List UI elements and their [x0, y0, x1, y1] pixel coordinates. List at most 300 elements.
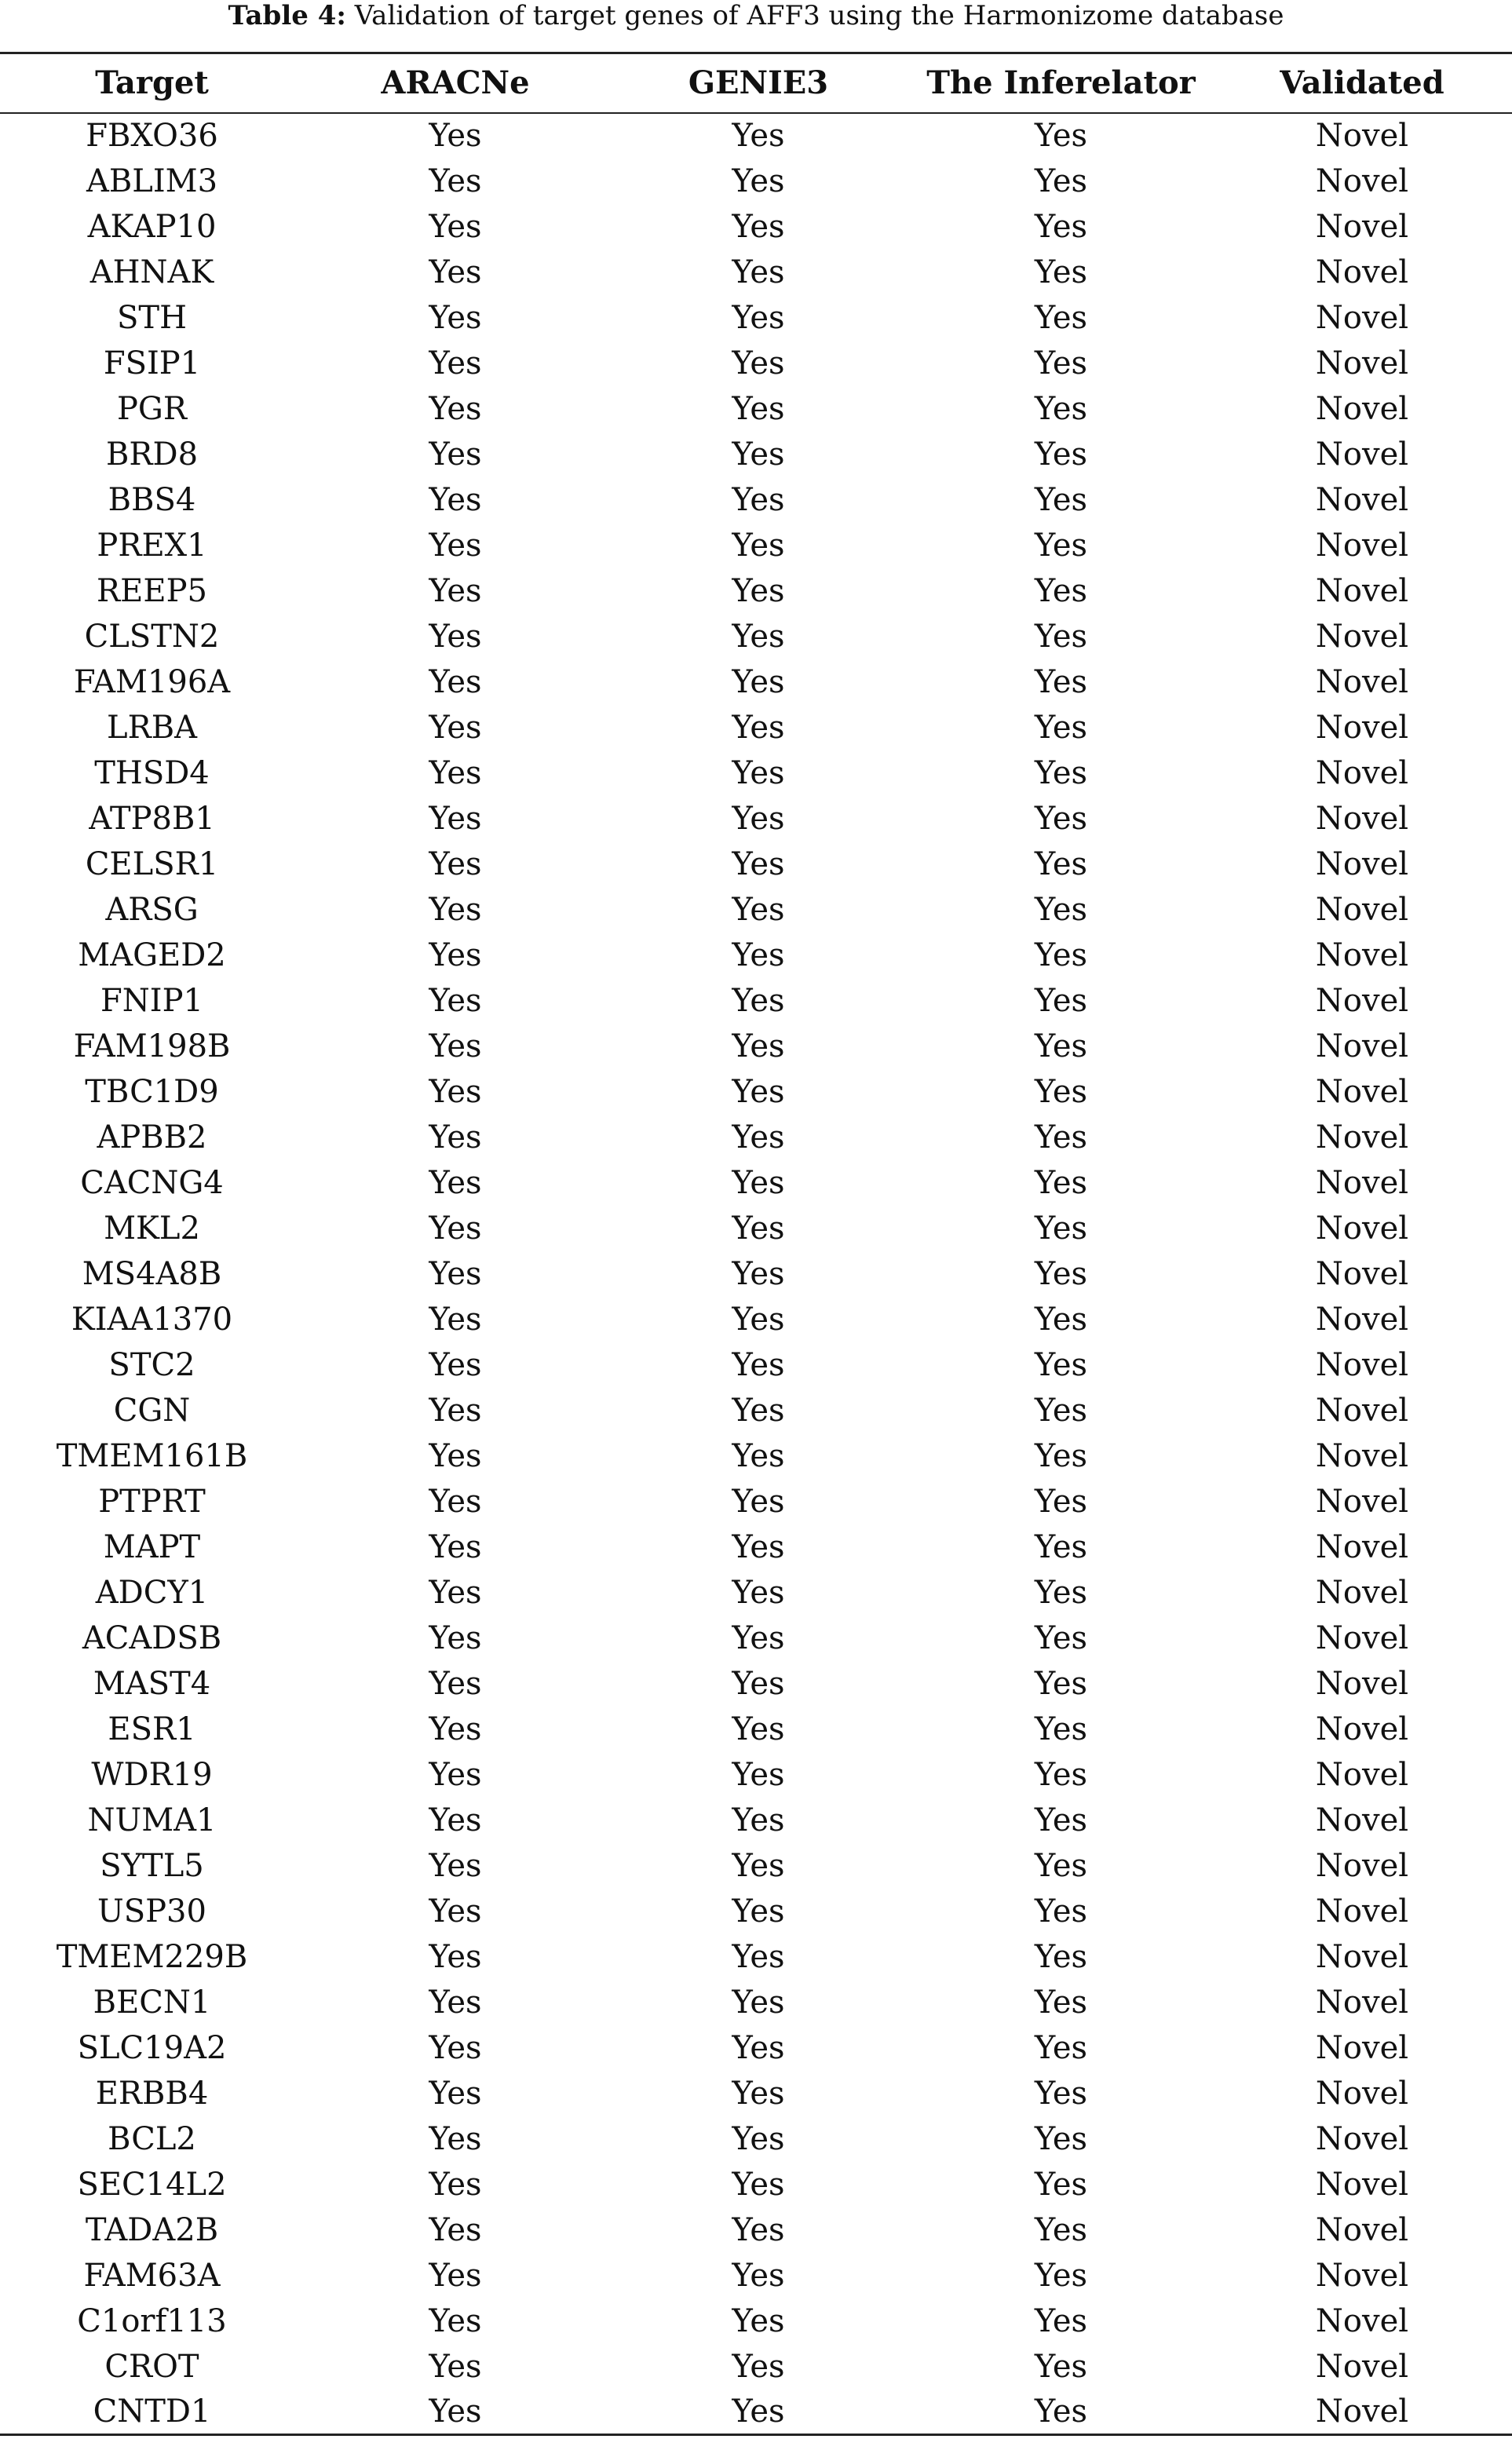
table-row — [0, 523, 1512, 568]
validated-cell: Novel — [1315, 1483, 1409, 1520]
table-row — [0, 1661, 1512, 1707]
validated-cell: Novel — [1315, 709, 1409, 746]
genie3-cell: Yes — [732, 208, 785, 245]
validated-cell: Novel — [1315, 845, 1409, 882]
genie3-cell: Yes — [732, 1119, 785, 1156]
inferelator-cell: Yes — [1034, 1437, 1088, 1474]
table-row — [0, 2390, 1512, 2435]
table-row — [0, 1707, 1512, 1752]
aracne-cell: Yes — [429, 1574, 482, 1611]
genie3-cell: Yes — [732, 1210, 785, 1247]
validated-cell: Novel — [1315, 2348, 1409, 2385]
aracne-cell: Yes — [429, 1119, 482, 1156]
target-cell: ADCY1 — [95, 1574, 209, 1611]
inferelator-cell: Yes — [1034, 1528, 1088, 1565]
aracne-cell: Yes — [429, 2302, 482, 2339]
genie3-cell: Yes — [732, 1847, 785, 1884]
genie3-cell: Yes — [732, 1028, 785, 1064]
aracne-cell: Yes — [429, 2120, 482, 2157]
inferelator-cell: Yes — [1034, 390, 1088, 427]
inferelator-cell: Yes — [1034, 1301, 1088, 1338]
target-cell: BBS4 — [108, 481, 196, 518]
table-row — [0, 204, 1512, 250]
validated-cell: Novel — [1315, 162, 1409, 199]
target-cell: TBC1D9 — [85, 1073, 219, 1110]
target-cell: FBXO36 — [86, 118, 218, 154]
aracne-cell: Yes — [429, 1483, 482, 1520]
aracne-cell: Yes — [429, 118, 482, 154]
inferelator-cell: Yes — [1034, 254, 1088, 290]
table-row — [0, 796, 1512, 842]
aracne-cell: Yes — [429, 345, 482, 382]
target-cell: FSIP1 — [103, 345, 201, 382]
genie3-cell: Yes — [732, 254, 785, 290]
genie3-cell: Yes — [732, 663, 785, 700]
validated-cell: Novel — [1315, 1893, 1409, 1930]
inferelator-cell: Yes — [1034, 162, 1088, 199]
validated-cell: Novel — [1315, 481, 1409, 518]
genie3-cell: Yes — [732, 1301, 785, 1338]
genie3-cell: Yes — [732, 1984, 785, 2021]
table-body — [0, 113, 1512, 2435]
target-cell: BCL2 — [108, 2120, 196, 2157]
validated-cell: Novel — [1315, 208, 1409, 245]
aracne-cell: Yes — [429, 663, 482, 700]
aracne-cell: Yes — [429, 1073, 482, 1110]
aracne-cell: Yes — [429, 1665, 482, 1702]
validated-cell: Novel — [1315, 2166, 1409, 2203]
table-row — [0, 1206, 1512, 1251]
inferelator-cell: Yes — [1034, 345, 1088, 382]
table-row — [0, 2207, 1512, 2253]
table-row — [0, 2025, 1512, 2071]
table-row — [0, 250, 1512, 295]
aracne-cell: Yes — [429, 481, 482, 518]
table-row — [0, 159, 1512, 204]
genie3-cell: Yes — [732, 1437, 785, 1474]
inferelator-cell: Yes — [1034, 1255, 1088, 1292]
table-row — [0, 1616, 1512, 1661]
caption-text: Validation of target genes of AFF3 using the Harmonizome database — [345, 0, 1284, 31]
target-cell: BRD8 — [105, 436, 199, 473]
table-row — [0, 2344, 1512, 2390]
table-row — [0, 1115, 1512, 1160]
validated-cell: Novel — [1315, 982, 1409, 1019]
genie3-cell: Yes — [732, 2302, 785, 2339]
validated-cell: Novel — [1315, 1119, 1409, 1156]
validated-cell: Novel — [1315, 1528, 1409, 1565]
table-row — [0, 1570, 1512, 1616]
inferelator-cell: Yes — [1034, 1119, 1088, 1156]
table-row — [0, 887, 1512, 933]
aracne-cell: Yes — [429, 1346, 482, 1383]
table-row — [0, 477, 1512, 523]
table-row — [0, 978, 1512, 1024]
inferelator-cell: Yes — [1034, 709, 1088, 746]
header-target: Target — [0, 53, 304, 113]
inferelator-cell: Yes — [1034, 663, 1088, 700]
inferelator-cell: Yes — [910, 2390, 1212, 2435]
target-cell: CACNG4 — [80, 1164, 224, 1201]
inferelator-cell: Yes — [1034, 481, 1088, 518]
table-row — [0, 705, 1512, 750]
validated-cell: Novel — [1315, 2257, 1409, 2294]
validated-cell: Novel — [1315, 1984, 1409, 2021]
inferelator-cell: Yes — [1034, 1483, 1088, 1520]
inferelator-cell: Yes — [1034, 208, 1088, 245]
inferelator-cell: Yes — [1034, 845, 1088, 882]
table-caption — [0, 0, 1512, 35]
aracne-cell: Yes — [429, 2029, 482, 2066]
table-row — [0, 386, 1512, 432]
inferelator-cell: Yes — [1034, 2302, 1088, 2339]
inferelator-cell: Yes — [1034, 2120, 1088, 2157]
target-cell: REEP5 — [97, 572, 207, 609]
genie3-cell: Yes — [732, 1574, 785, 1611]
validated-cell: Novel — [1212, 2390, 1512, 2435]
validated-cell: Novel — [1315, 1210, 1409, 1247]
genie3-cell: Yes — [732, 1164, 785, 1201]
target-cell: BECN1 — [93, 1984, 211, 2021]
header-inferelator: The Inferelator — [910, 53, 1212, 113]
target-cell: TMEM161B — [56, 1437, 248, 1474]
target-cell: ARSG — [105, 891, 199, 928]
validated-cell: Novel — [1315, 1756, 1409, 1793]
target-cell: PTPRT — [98, 1483, 206, 1520]
aracne-cell: Yes — [429, 845, 482, 882]
target-cell: KIAA1370 — [71, 1301, 233, 1338]
table-row — [0, 933, 1512, 978]
target-cell: SLC19A2 — [77, 2029, 227, 2066]
genie3-cell: Yes — [732, 162, 785, 199]
aracne-cell: Yes — [429, 1255, 482, 1292]
aracne-cell: Yes — [429, 1711, 482, 1747]
target-cell: FNIP1 — [100, 982, 203, 1019]
genie3-cell: Yes — [607, 2390, 910, 2435]
validated-cell: Novel — [1315, 1392, 1409, 1429]
aracne-cell: Yes — [429, 1210, 482, 1247]
target-cell: PREX1 — [97, 527, 207, 564]
validated-cell: Novel — [1315, 1574, 1409, 1611]
validated-cell: Novel — [1315, 891, 1409, 928]
table-row — [0, 1388, 1512, 1433]
target-cell: CNTD1 — [0, 2390, 304, 2435]
inferelator-cell: Yes — [1034, 754, 1088, 791]
genie3-cell: Yes — [732, 1619, 785, 1656]
table-row — [0, 1433, 1512, 1479]
inferelator-cell: Yes — [1034, 1073, 1088, 1110]
validation-table — [0, 52, 1512, 2436]
target-cell: THSD4 — [94, 754, 210, 791]
target-cell: USP30 — [97, 1893, 206, 1930]
validated-cell: Novel — [1315, 1665, 1409, 1702]
table-row — [0, 295, 1512, 341]
aracne-cell: Yes — [429, 982, 482, 1019]
target-cell: NUMA1 — [87, 1802, 217, 1838]
validated-cell: Novel — [1315, 390, 1409, 427]
aracne-cell: Yes — [429, 1893, 482, 1930]
inferelator-cell: Yes — [1034, 982, 1088, 1019]
inferelator-cell: Yes — [1034, 572, 1088, 609]
inferelator-cell: Yes — [1034, 1802, 1088, 1838]
genie3-cell: Yes — [732, 1392, 785, 1429]
target-cell: MAGED2 — [78, 937, 226, 973]
inferelator-cell: Yes — [1034, 1984, 1088, 2021]
table-row — [0, 1024, 1512, 1069]
table-row — [0, 1752, 1512, 1798]
validated-cell: Novel — [1315, 1619, 1409, 1656]
genie3-cell: Yes — [732, 982, 785, 1019]
inferelator-cell: Yes — [1034, 618, 1088, 655]
target-cell: ACADSB — [82, 1619, 222, 1656]
inferelator-cell: Yes — [1034, 2348, 1088, 2385]
validated-cell: Novel — [1315, 1255, 1409, 1292]
genie3-cell: Yes — [732, 2348, 785, 2385]
aracne-cell: Yes — [429, 2211, 482, 2248]
table-row — [0, 1069, 1512, 1115]
validated-cell: Novel — [1315, 1073, 1409, 1110]
aracne-cell: Yes — [429, 1028, 482, 1064]
validated-cell: Novel — [1315, 2029, 1409, 2066]
target-cell: TADA2B — [85, 2211, 219, 2248]
target-cell: MAST4 — [93, 1665, 211, 1702]
inferelator-cell: Yes — [1034, 1574, 1088, 1611]
table-row — [0, 1297, 1512, 1342]
aracne-cell: Yes — [429, 1619, 482, 1656]
target-cell: C1orf113 — [77, 2302, 227, 2339]
validated-cell: Novel — [1315, 1301, 1409, 1338]
inferelator-cell: Yes — [1034, 299, 1088, 336]
table-row — [0, 341, 1512, 386]
target-cell: WDR19 — [91, 1756, 213, 1793]
table-row — [0, 1479, 1512, 1524]
genie3-cell: Yes — [732, 436, 785, 473]
caption-label: Table 4: — [228, 0, 346, 31]
aracne-cell: Yes — [429, 527, 482, 564]
validated-cell: Novel — [1315, 1346, 1409, 1383]
genie3-cell: Yes — [732, 527, 785, 564]
target-cell: AHNAK — [89, 254, 214, 290]
genie3-cell: Yes — [732, 891, 785, 928]
inferelator-cell: Yes — [1034, 1210, 1088, 1247]
genie3-cell: Yes — [732, 1893, 785, 1930]
genie3-cell: Yes — [732, 937, 785, 973]
table-row — [0, 659, 1512, 705]
target-cell: ESR1 — [108, 1711, 196, 1747]
genie3-cell: Yes — [732, 1255, 785, 1292]
genie3-cell: Yes — [732, 572, 785, 609]
table-row — [0, 1342, 1512, 1388]
table-row — [0, 614, 1512, 659]
aracne-cell: Yes — [429, 254, 482, 290]
aracne-cell: Yes — [429, 800, 482, 837]
genie3-cell: Yes — [732, 2075, 785, 2112]
genie3-cell: Yes — [732, 618, 785, 655]
genie3-cell: Yes — [732, 481, 785, 518]
genie3-cell: Yes — [732, 1346, 785, 1383]
aracne-cell: Yes — [429, 299, 482, 336]
table-row — [0, 113, 1512, 159]
target-cell: PGR — [117, 390, 187, 427]
table-row — [0, 2071, 1512, 2116]
header-genie3: GENIE3 — [607, 53, 910, 113]
inferelator-cell: Yes — [1034, 1028, 1088, 1064]
aracne-cell: Yes — [429, 709, 482, 746]
aracne-cell: Yes — [429, 436, 482, 473]
genie3-cell: Yes — [732, 1483, 785, 1520]
aracne-cell: Yes — [304, 2390, 607, 2435]
inferelator-cell: Yes — [1034, 436, 1088, 473]
inferelator-cell: Yes — [1034, 527, 1088, 564]
aracne-cell: Yes — [429, 754, 482, 791]
aracne-cell: Yes — [429, 1528, 482, 1565]
genie3-cell: Yes — [732, 1665, 785, 1702]
validated-cell: Novel — [1315, 2075, 1409, 2112]
aracne-cell: Yes — [429, 1802, 482, 1838]
aracne-cell: Yes — [429, 937, 482, 973]
inferelator-cell: Yes — [1034, 2029, 1088, 2066]
genie3-cell: Yes — [732, 845, 785, 882]
table-row — [0, 2298, 1512, 2344]
genie3-cell: Yes — [732, 390, 785, 427]
inferelator-cell: Yes — [1034, 2257, 1088, 2294]
aracne-cell: Yes — [429, 572, 482, 609]
validated-cell: Novel — [1315, 1437, 1409, 1474]
table-row — [0, 1251, 1512, 1297]
aracne-cell: Yes — [429, 2166, 482, 2203]
aracne-cell: Yes — [429, 2075, 482, 2112]
genie3-cell: Yes — [732, 2029, 785, 2066]
genie3-cell: Yes — [732, 2211, 785, 2248]
aracne-cell: Yes — [429, 2348, 482, 2385]
target-cell: ABLIM3 — [86, 162, 218, 199]
target-cell: CROT — [104, 2348, 199, 2385]
validated-cell: Novel — [1315, 1938, 1409, 1975]
table-row — [0, 1934, 1512, 1980]
validated-cell: Novel — [1315, 436, 1409, 473]
validated-cell: Novel — [1315, 572, 1409, 609]
inferelator-cell: Yes — [1034, 118, 1088, 154]
genie3-cell: Yes — [732, 1073, 785, 1110]
validated-cell: Novel — [1315, 299, 1409, 336]
validated-cell: Novel — [1315, 1847, 1409, 1884]
validated-cell: Novel — [1315, 1164, 1409, 1201]
target-cell: TMEM229B — [56, 1938, 248, 1975]
aracne-cell: Yes — [429, 1756, 482, 1793]
target-cell: MKL2 — [104, 1210, 200, 1247]
table-row — [0, 1889, 1512, 1934]
inferelator-cell: Yes — [1034, 1665, 1088, 1702]
validated-cell: Novel — [1315, 118, 1409, 154]
inferelator-cell: Yes — [1034, 2166, 1088, 2203]
inferelator-cell: Yes — [1034, 891, 1088, 928]
genie3-cell: Yes — [732, 299, 785, 336]
genie3-cell: Yes — [732, 1802, 785, 1838]
inferelator-cell: Yes — [1034, 1756, 1088, 1793]
genie3-cell: Yes — [732, 1528, 785, 1565]
table-row — [0, 1980, 1512, 2025]
genie3-cell: Yes — [732, 1938, 785, 1975]
validated-cell: Novel — [1315, 2120, 1409, 2157]
genie3-cell: Yes — [732, 345, 785, 382]
target-cell: FAM196A — [73, 663, 231, 700]
aracne-cell: Yes — [429, 618, 482, 655]
table-row — [0, 1798, 1512, 1843]
aracne-cell: Yes — [429, 1938, 482, 1975]
aracne-cell: Yes — [429, 891, 482, 928]
table-row — [0, 842, 1512, 887]
inferelator-cell: Yes — [1034, 1847, 1088, 1884]
inferelator-cell: Yes — [1034, 1938, 1088, 1975]
validated-cell: Novel — [1315, 754, 1409, 791]
target-cell: MS4A8B — [82, 1255, 222, 1292]
inferelator-cell: Yes — [1034, 1392, 1088, 1429]
table-row — [0, 432, 1512, 477]
target-cell: FAM198B — [73, 1028, 231, 1064]
target-cell: CLSTN2 — [84, 618, 220, 655]
genie3-cell: Yes — [732, 1756, 785, 1793]
validated-cell: Novel — [1315, 800, 1409, 837]
validated-cell: Novel — [1315, 527, 1409, 564]
validated-cell: Novel — [1315, 1802, 1409, 1838]
validated-cell: Novel — [1315, 2302, 1409, 2339]
table-row — [0, 1160, 1512, 1206]
target-cell: STC2 — [108, 1346, 195, 1383]
target-cell: ATP8B1 — [89, 800, 215, 837]
table-row — [0, 568, 1512, 614]
header-aracne: ARACNe — [304, 53, 607, 113]
target-cell: APBB2 — [97, 1119, 207, 1156]
genie3-cell: Yes — [732, 800, 785, 837]
validated-cell: Novel — [1315, 254, 1409, 290]
target-cell: SYTL5 — [100, 1847, 204, 1884]
target-cell: MAPT — [103, 1528, 201, 1565]
genie3-cell: Yes — [732, 2257, 785, 2294]
aracne-cell: Yes — [429, 390, 482, 427]
validated-cell: Novel — [1315, 345, 1409, 382]
target-cell: ERBB4 — [95, 2075, 209, 2112]
validated-cell: Novel — [1315, 1028, 1409, 1064]
aracne-cell: Yes — [429, 2257, 482, 2294]
inferelator-cell: Yes — [1034, 1711, 1088, 1747]
genie3-cell: Yes — [732, 1711, 785, 1747]
inferelator-cell: Yes — [1034, 1893, 1088, 1930]
genie3-cell: Yes — [732, 2166, 785, 2203]
aracne-cell: Yes — [429, 1301, 482, 1338]
genie3-cell: Yes — [732, 754, 785, 791]
aracne-cell: Yes — [429, 1847, 482, 1884]
inferelator-cell: Yes — [1034, 2211, 1088, 2248]
target-cell: AKAP10 — [87, 208, 217, 245]
validated-cell: Novel — [1315, 2211, 1409, 2248]
validated-cell: Novel — [1315, 618, 1409, 655]
table-row — [0, 1843, 1512, 1889]
inferelator-cell: Yes — [1034, 2075, 1088, 2112]
inferelator-cell: Yes — [1034, 937, 1088, 973]
genie3-cell: Yes — [732, 118, 785, 154]
aracne-cell: Yes — [429, 162, 482, 199]
target-cell: FAM63A — [83, 2257, 221, 2294]
aracne-cell: Yes — [429, 208, 482, 245]
target-cell: CELSR1 — [85, 845, 219, 882]
genie3-cell: Yes — [732, 709, 785, 746]
inferelator-cell: Yes — [1034, 800, 1088, 837]
inferelator-cell: Yes — [1034, 1346, 1088, 1383]
target-cell: STH — [117, 299, 187, 336]
aracne-cell: Yes — [429, 1392, 482, 1429]
header-validated: Validated — [1212, 53, 1512, 113]
validated-cell: Novel — [1315, 1711, 1409, 1747]
